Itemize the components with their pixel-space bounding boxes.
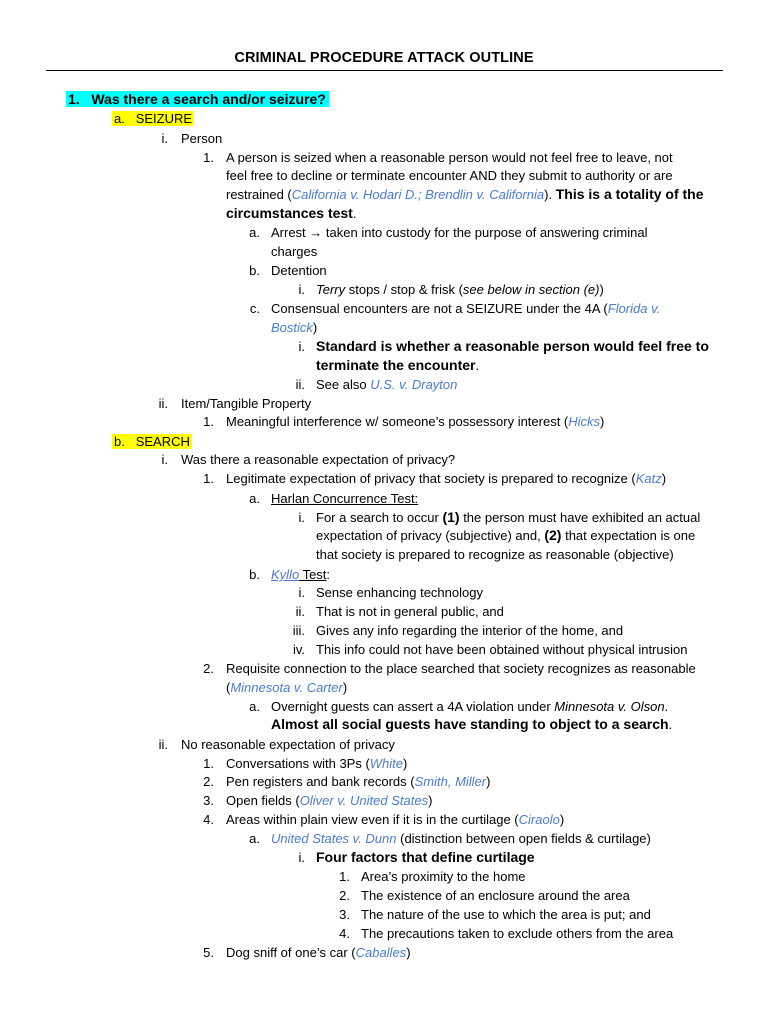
text-segment: Overnight guests can assert a 4A violation under bbox=[271, 699, 555, 714]
italic-text: Terry bbox=[316, 282, 346, 297]
text-segment: ) bbox=[599, 282, 604, 297]
dog-sniff-number: 5. bbox=[203, 945, 214, 960]
text-segment: ) bbox=[661, 471, 667, 486]
overnight-number: a. bbox=[249, 699, 260, 714]
harlan-number: a. bbox=[249, 491, 260, 506]
item-label: Item/Tangible Property bbox=[181, 396, 312, 411]
case-citation: Kyllo bbox=[271, 567, 300, 582]
case-citation: California v. Hodari D.; Brendlin v. California bbox=[291, 187, 545, 202]
text-segment: See also bbox=[316, 377, 371, 392]
overnight-line-1 bbox=[271, 698, 668, 715]
norep-item-number: 3. bbox=[203, 793, 214, 808]
seizure-definition-number: 1. bbox=[203, 150, 214, 165]
case-citation: Katz bbox=[635, 471, 662, 486]
arrest-number: a. bbox=[249, 225, 260, 240]
text-segment: ) bbox=[403, 756, 408, 771]
item-number: ii. bbox=[158, 396, 168, 411]
case-citation: Florida v. bbox=[607, 301, 661, 316]
four-factors-label: Four factors that define curtilage bbox=[316, 849, 535, 865]
text-segment: : bbox=[326, 567, 331, 582]
case-citation: United States v. Dunn bbox=[271, 831, 397, 846]
seizure-heading bbox=[112, 110, 194, 127]
requisite-number: 2. bbox=[203, 661, 214, 676]
text-segment: restrained ( bbox=[226, 187, 292, 202]
requisite-line-1: Requisite connection to the place searched that society recognizes as reasonable bbox=[226, 661, 696, 676]
factor-number: 4. bbox=[339, 926, 350, 941]
detention-number: b. bbox=[249, 263, 260, 278]
text-segment: Consensual encounters are not a SEIZURE under the 4A ( bbox=[271, 301, 608, 316]
person-number: i. bbox=[161, 131, 168, 146]
kyllo-item-number: ii. bbox=[295, 604, 305, 619]
kyllo-item: Gives any info regarding the interior of the home, and bbox=[316, 623, 624, 638]
text-segment: that expectation is one bbox=[561, 528, 696, 543]
text-segment: . bbox=[668, 717, 673, 732]
consensual-line-2 bbox=[271, 319, 317, 336]
text-segment: . bbox=[475, 358, 480, 373]
heading-1-text: Was there a search and/or seizure? bbox=[91, 91, 326, 107]
case-citation: U.S. v. Drayton bbox=[370, 377, 458, 392]
harlan-i-line-3: that society is prepared to recognize as reasonable (objective) bbox=[316, 547, 674, 562]
harlan-label: Harlan Concurrence Test: bbox=[271, 491, 419, 506]
heading-1-number: 1. bbox=[68, 91, 80, 107]
italic-text: Minnesota v. Olson bbox=[554, 699, 665, 714]
text-segment: taken into custody for the purpose of answering criminal bbox=[322, 225, 648, 240]
text-segment: expectation of privacy (subjective) and, bbox=[316, 528, 545, 543]
search-label: SEARCH bbox=[135, 434, 190, 449]
norep-number: ii. bbox=[158, 737, 168, 752]
text-segment: ) bbox=[600, 414, 605, 429]
detention-label: Detention bbox=[271, 263, 327, 278]
text-segment: Conversations with 3Ps ( bbox=[226, 756, 370, 771]
norep-item-number: 2. bbox=[203, 774, 214, 789]
arrest-line-2: charges bbox=[271, 244, 318, 259]
norep-item bbox=[226, 755, 407, 772]
kyllo-item-number: iii. bbox=[292, 623, 305, 638]
text-segment: stops / stop & frisk ( bbox=[345, 282, 463, 297]
consensual-line-1 bbox=[271, 300, 660, 317]
norep-label: No reasonable expectation of privacy bbox=[181, 737, 395, 752]
standard-number: i. bbox=[298, 339, 305, 354]
italic-text: see below in section (e) bbox=[462, 282, 600, 297]
seizure-definition-line-1: A person is seized when a reasonable person would not feel free to leave, not bbox=[226, 150, 673, 165]
norep-item bbox=[226, 773, 490, 790]
bold-text: terminate the encounter bbox=[316, 357, 476, 373]
bold-text: Almost all social guests have standing to object to a search bbox=[271, 716, 669, 732]
factor-number: 3. bbox=[339, 907, 350, 922]
dog-sniff-line bbox=[226, 944, 411, 961]
case-citation: Caballes bbox=[355, 945, 407, 960]
interference-number: 1. bbox=[203, 414, 214, 429]
bold-text: This is a totality of the bbox=[555, 186, 704, 202]
text-segment: Arrest bbox=[271, 225, 310, 240]
text-segment: ). bbox=[544, 187, 556, 202]
bold-text: circumstances test bbox=[226, 205, 353, 221]
seizure-definition-line-4 bbox=[226, 205, 356, 222]
four-factors-number: i. bbox=[298, 850, 305, 865]
text-segment: For a search to occur bbox=[316, 510, 443, 525]
harlan-i-line-1 bbox=[316, 509, 700, 526]
text-segment: Test bbox=[299, 567, 327, 582]
text-segment: ( bbox=[226, 680, 231, 695]
factor-item: Area’s proximity to the home bbox=[361, 869, 526, 884]
case-citation: Ciraolo bbox=[518, 812, 560, 827]
norep-item-number: 1. bbox=[203, 756, 214, 771]
rep-number: i. bbox=[161, 452, 168, 467]
kyllo-item: This info could not have been obtained without physical intrusion bbox=[316, 642, 688, 657]
case-citation: Minnesota v. Carter bbox=[230, 680, 343, 695]
legit-line bbox=[226, 470, 666, 487]
seizure-definition-line-2: feel free to decline or terminate encounter AND they submit to authority or are bbox=[226, 168, 673, 183]
kyllo-number: b. bbox=[249, 567, 260, 582]
terry-number: i. bbox=[298, 282, 305, 297]
text-segment: . bbox=[664, 699, 669, 714]
text-segment: ) bbox=[312, 320, 318, 335]
consensual-number: c. bbox=[249, 301, 260, 316]
kyllo-label bbox=[271, 566, 330, 583]
norep-item bbox=[226, 792, 432, 809]
harlan-i-number: i. bbox=[298, 510, 305, 525]
harlan-i-line-2 bbox=[316, 527, 695, 544]
case-citation: Oliver v. United States bbox=[299, 793, 429, 808]
standard-line-2 bbox=[316, 357, 479, 374]
norep-item bbox=[226, 811, 564, 828]
bold-text: (1) bbox=[442, 509, 460, 525]
text-segment: (distinction between open fields & curtilage) bbox=[396, 831, 651, 846]
factor-number: 2. bbox=[339, 888, 350, 903]
see-also-number: ii. bbox=[295, 377, 305, 392]
text-segment: . bbox=[352, 206, 357, 221]
interference-line bbox=[226, 413, 604, 430]
title-divider bbox=[46, 70, 723, 71]
text-segment: ) bbox=[342, 680, 348, 695]
kyllo-item: That is not in general public, and bbox=[316, 604, 504, 619]
seizure-number: a. bbox=[114, 111, 125, 126]
text-segment: ) bbox=[486, 774, 491, 789]
dunn-number: a. bbox=[249, 831, 260, 846]
overnight-line-2 bbox=[271, 716, 672, 733]
text-segment: Dog sniff of one’s car ( bbox=[226, 945, 356, 960]
see-also-line bbox=[316, 376, 457, 393]
rep-label: Was there a reasonable expectation of privacy? bbox=[181, 452, 456, 467]
search-heading bbox=[112, 433, 192, 450]
factor-number: 1. bbox=[339, 869, 350, 884]
search-number: b. bbox=[114, 434, 125, 449]
text-segment: ) bbox=[559, 812, 565, 827]
bold-text: (2) bbox=[544, 527, 562, 543]
case-citation: Smith, Miller bbox=[414, 774, 487, 789]
factor-item: The precautions taken to exclude others from the area bbox=[361, 926, 674, 941]
legit-number: 1. bbox=[203, 471, 214, 486]
text-segment: Pen registers and bank records ( bbox=[226, 774, 415, 789]
text-segment: the person must have exhibited an actual bbox=[459, 510, 701, 525]
text-segment: Legitimate expectation of privacy that society is prepared to recognize ( bbox=[226, 471, 636, 486]
standard-line-1: Standard is whether a reasonable person would feel free to bbox=[316, 338, 709, 354]
text-segment: Areas within plain view even if it is in the curtilage ( bbox=[226, 812, 519, 827]
requisite-line-2 bbox=[226, 679, 347, 696]
factor-item: The existence of an enclosure around the area bbox=[361, 888, 630, 903]
case-citation: Bostick bbox=[271, 320, 313, 335]
case-citation: Hicks bbox=[568, 414, 601, 429]
text-segment: ) bbox=[406, 945, 411, 960]
seizure-label: SEIZURE bbox=[135, 111, 193, 126]
document-title: CRIMINAL PROCEDURE ATTACK OUTLINE bbox=[234, 50, 534, 66]
heading-1 bbox=[66, 91, 329, 108]
norep-item-number: 4. bbox=[203, 812, 214, 827]
person-label: Person bbox=[181, 131, 223, 146]
text-segment: Meaningful interference w/ someone’s possessory interest ( bbox=[226, 414, 569, 429]
kyllo-item-number: iv. bbox=[292, 642, 305, 657]
factor-item: The nature of the use to which the area is put; and bbox=[361, 907, 651, 922]
seizure-definition-line-3 bbox=[226, 186, 704, 203]
arrow-icon: → bbox=[309, 225, 323, 240]
terry-line bbox=[316, 281, 604, 298]
arrest-line-1 bbox=[271, 224, 647, 241]
text-segment: ) bbox=[428, 793, 433, 808]
kyllo-item-number: i. bbox=[298, 585, 305, 600]
case-citation: White bbox=[369, 756, 404, 771]
text-segment: Open fields ( bbox=[226, 793, 300, 808]
kyllo-item: Sense enhancing technology bbox=[316, 585, 483, 600]
dunn-line bbox=[271, 830, 651, 847]
